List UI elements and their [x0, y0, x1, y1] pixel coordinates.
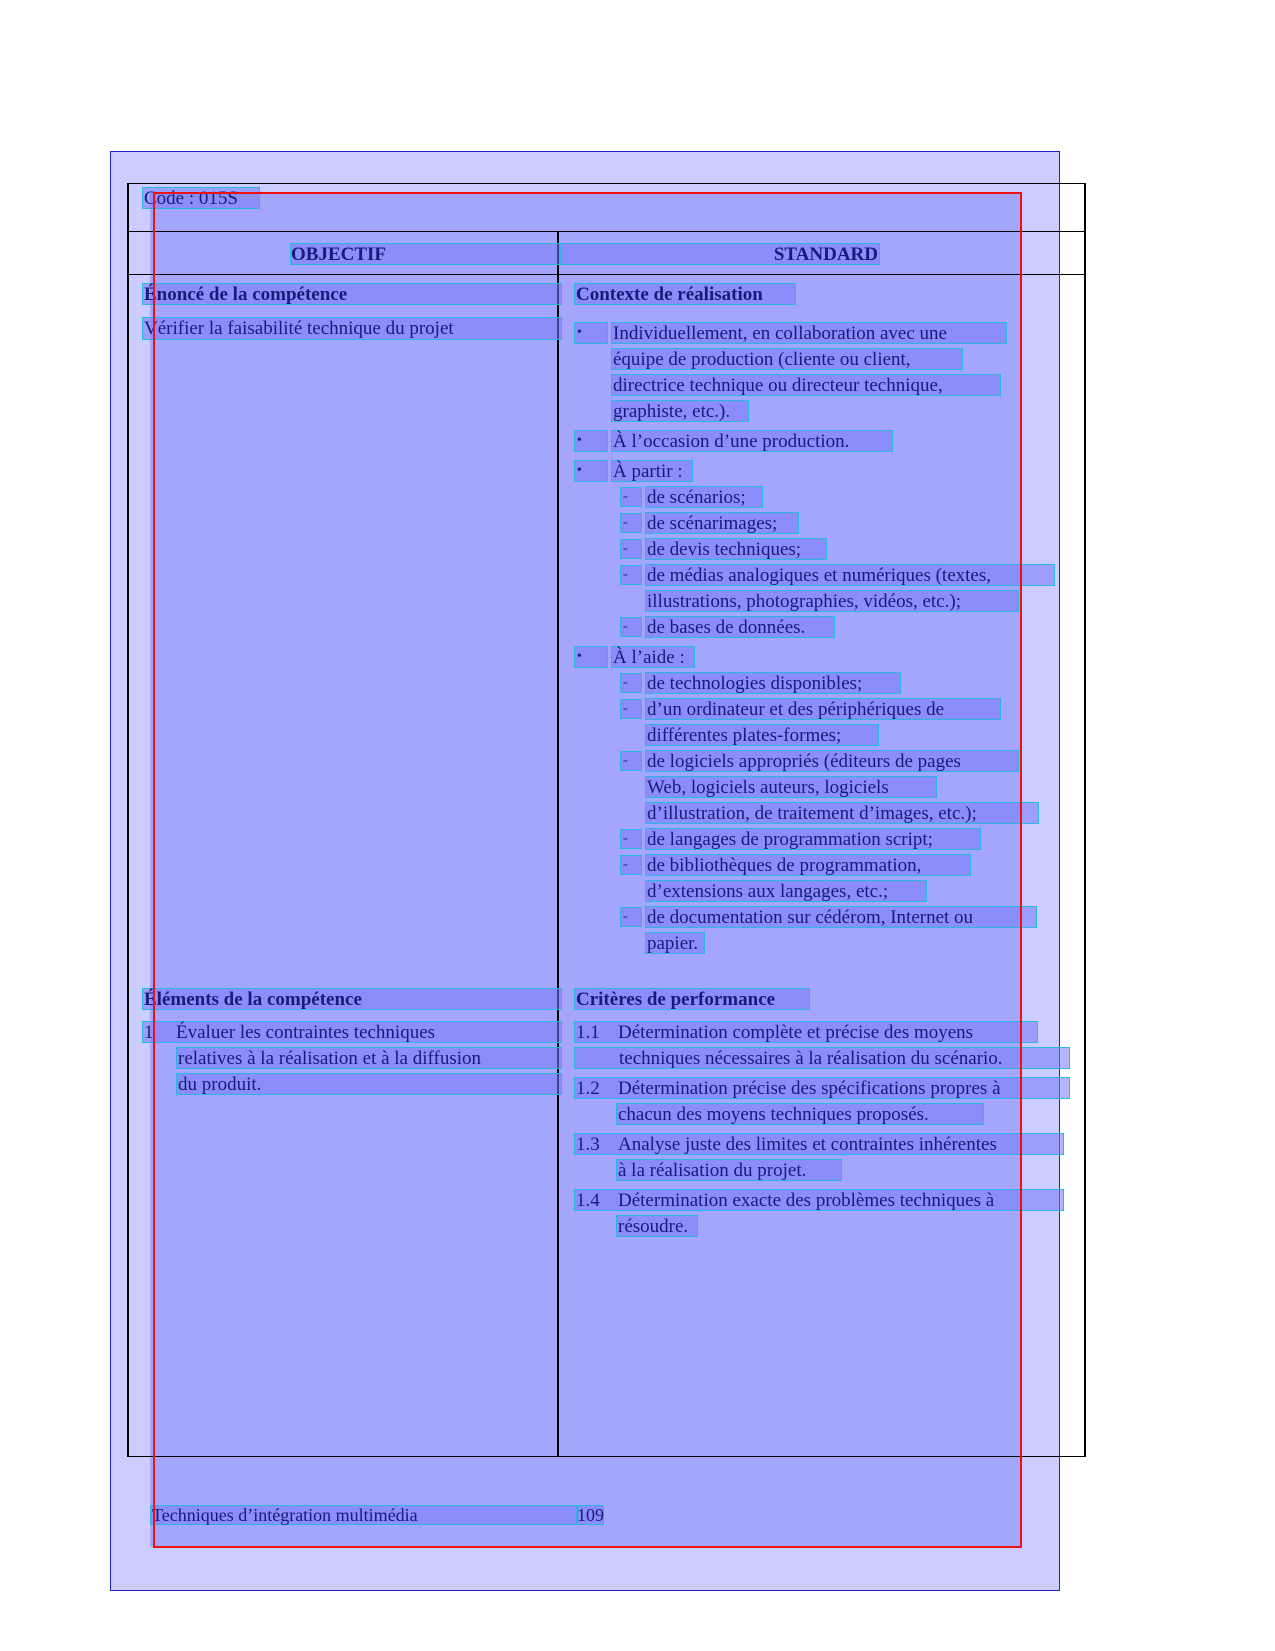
element-line: du produit.	[176, 1073, 562, 1095]
contexte-line: de bases de données.	[645, 616, 835, 638]
critere-number: 1.1	[576, 1022, 600, 1043]
critere-line: résoudre.	[616, 1215, 698, 1237]
contexte-line: de devis techniques;	[645, 538, 827, 560]
contexte-line: différentes plates-formes;	[645, 724, 879, 746]
table-top-border	[127, 183, 1085, 184]
critere-line: Détermination complète et précise des moyens	[618, 1022, 974, 1043]
table-column-divider	[557, 231, 559, 1457]
critere-item	[574, 1133, 1064, 1155]
elements-heading: Éléments de la compétence	[142, 988, 562, 1010]
column-heading-standard: STANDARD	[560, 243, 880, 265]
table-right-border	[1084, 183, 1086, 1457]
contexte-line: graphiste, etc.).	[611, 400, 749, 422]
enonce-text: Vérifier la faisabilité technique du projet	[142, 317, 562, 340]
competency-code: Code : 015S	[142, 187, 260, 209]
contexte-line: Web, logiciels auteurs, logiciels	[645, 776, 937, 798]
contexte-line: de documentation sur cédérom, Internet ou	[645, 906, 1037, 928]
critere-number: 1.3	[576, 1134, 600, 1155]
contexte-line: d’illustration, de traitement d’images, etc.);	[645, 802, 1039, 824]
table-column-header-divider	[127, 274, 1085, 275]
critere-line: Analyse juste des limites et contraintes inhérentes	[618, 1134, 997, 1155]
bullet-marker: •	[574, 322, 608, 344]
contexte-line: de médias analogiques et numériques (textes,	[645, 564, 1055, 586]
dash-marker: -	[620, 617, 642, 637]
critere-line: techniques nécessaires à la réalisation du scénario.	[574, 1047, 1070, 1069]
criteres-heading: Critères de performance	[574, 988, 810, 1010]
dash-marker: -	[620, 673, 642, 693]
dash-marker: -	[620, 907, 642, 927]
dash-marker: -	[620, 565, 642, 585]
dash-marker: -	[620, 829, 642, 849]
critere-line: Détermination précise des spécifications propres à	[618, 1078, 1001, 1099]
contexte-line: À l’aide :	[611, 646, 695, 668]
page-number: 109	[577, 1505, 604, 1525]
dash-marker: -	[620, 539, 642, 559]
column-heading-objective: OBJECTIF	[290, 243, 560, 265]
critere-item	[574, 1021, 1038, 1043]
contexte-line: de scénarimages;	[645, 512, 799, 534]
element-line: relatives à la réalisation et à la diffusion	[176, 1047, 562, 1069]
contexte-line: de bibliothèques de programmation,	[645, 854, 971, 876]
contexte-line: de technologies disponibles;	[645, 672, 901, 694]
dash-marker: -	[620, 699, 642, 719]
enonce-heading: Énoncé de la compétence	[142, 283, 562, 305]
contexte-line: d’un ordinateur et des périphériques de	[645, 698, 1001, 720]
element-line: Évaluer les contraintes techniques	[176, 1022, 436, 1043]
element-item-1	[142, 1021, 562, 1043]
dash-marker: -	[620, 855, 642, 875]
table-header-divider	[127, 231, 1085, 232]
critere-item	[574, 1189, 1064, 1211]
critere-number: 1.4	[576, 1190, 600, 1211]
dash-marker: -	[620, 751, 642, 771]
contexte-line: équipe de production (cliente ou client,	[611, 348, 963, 370]
footer-title: Techniques d’intégration multimédia	[150, 1505, 578, 1525]
contexte-line: d’extensions aux langages, etc.;	[645, 880, 927, 902]
element-number: 1	[144, 1022, 154, 1043]
contexte-line: À l’occasion d’une production.	[611, 430, 893, 452]
contexte-heading: Contexte de réalisation	[574, 283, 796, 305]
contexte-line: À partir :	[611, 460, 693, 482]
dash-marker: -	[620, 487, 642, 507]
critere-item	[574, 1077, 1070, 1099]
contexte-line: directrice technique ou directeur technique,	[611, 374, 1001, 396]
critere-number: 1.2	[576, 1078, 600, 1099]
contexte-line: de langages de programmation script;	[645, 828, 981, 850]
bullet-marker: •	[574, 460, 608, 482]
dash-marker: -	[620, 513, 642, 533]
critere-line: chacun des moyens techniques proposés.	[616, 1103, 984, 1125]
contexte-line: Individuellement, en collaboration avec une	[611, 322, 1007, 344]
contexte-line: papier.	[645, 932, 705, 954]
table-left-border	[127, 183, 129, 1457]
table-bottom-border	[127, 1456, 1085, 1457]
contexte-line: illustrations, photographies, vidéos, etc.);	[645, 590, 1019, 612]
bullet-marker: •	[574, 430, 608, 452]
contexte-line: de logiciels appropriés (éditeurs de pages	[645, 750, 1019, 772]
critere-line: Détermination exacte des problèmes techniques à	[618, 1190, 995, 1211]
critere-line: à la réalisation du projet.	[616, 1159, 842, 1181]
bullet-marker: •	[574, 646, 608, 668]
contexte-line: de scénarios;	[645, 486, 763, 508]
